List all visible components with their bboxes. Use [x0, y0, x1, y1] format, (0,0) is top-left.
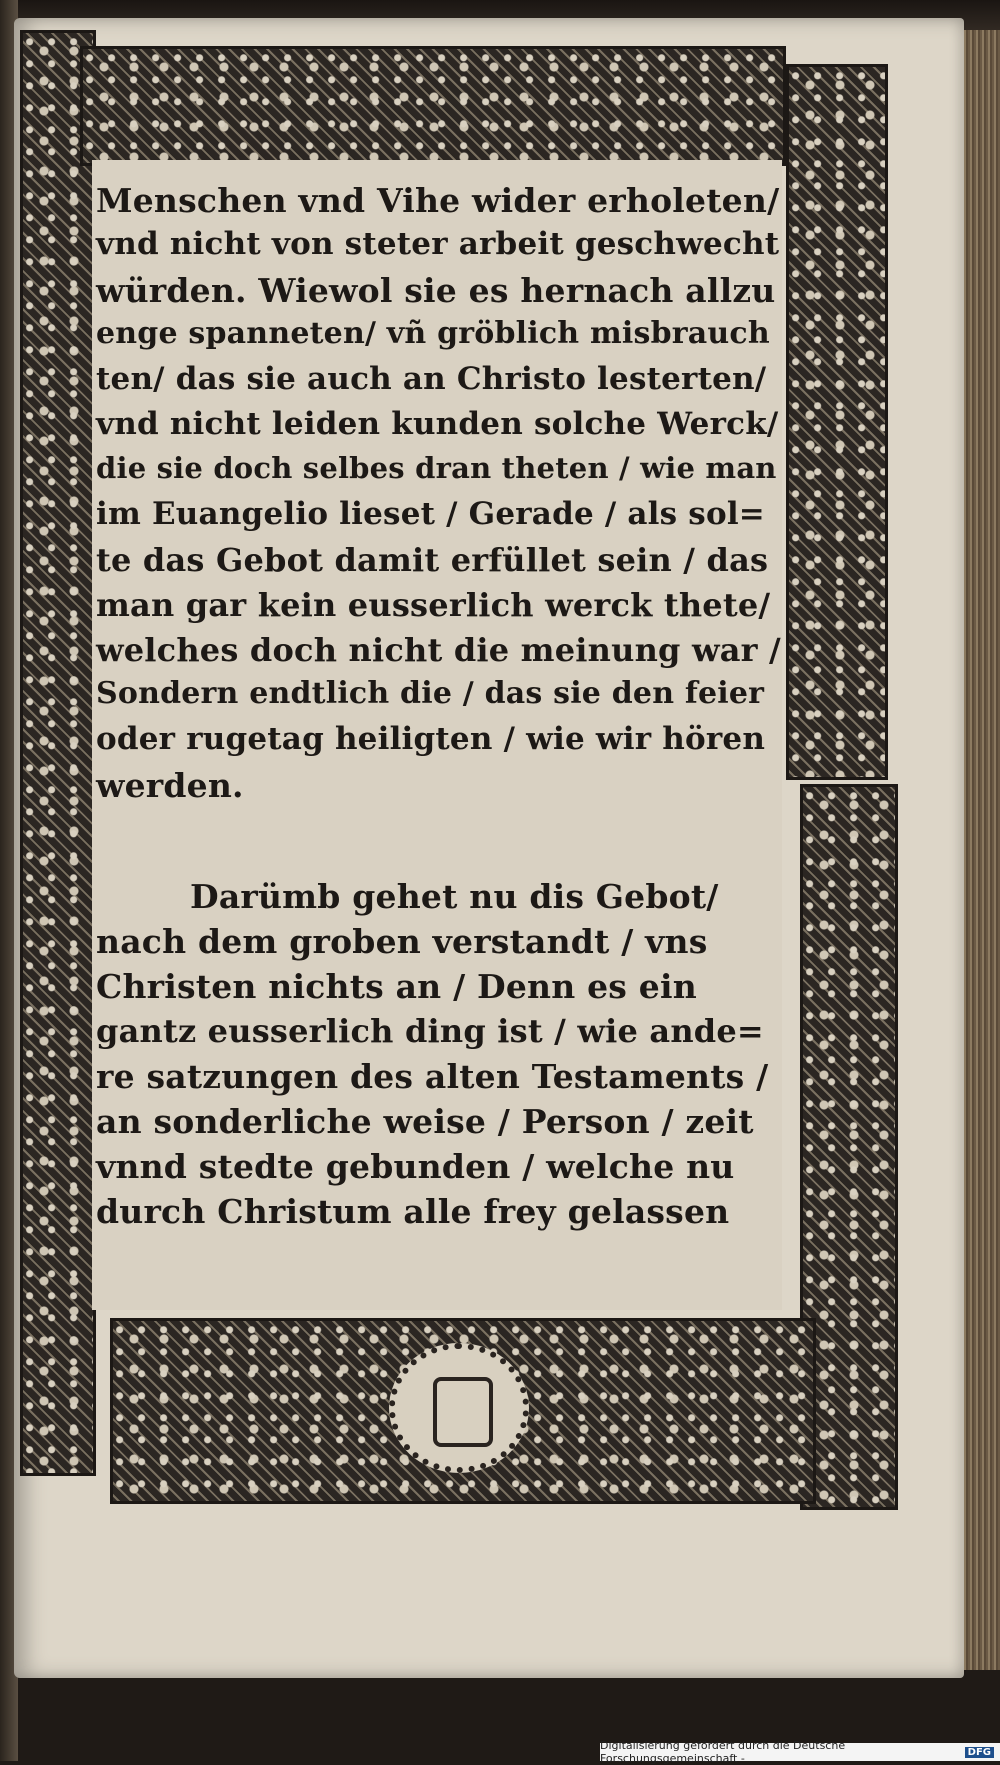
text-line: Christen nichts an / Denn es ein: [96, 967, 697, 1006]
woodcut-border-bottom: [110, 1318, 816, 1504]
woodcut-border-right-upper: [786, 64, 888, 780]
text-line: werden.: [96, 766, 244, 805]
text-line: re satzungen des alten Testaments /: [96, 1057, 769, 1096]
dfg-logo-badge: DFG: [965, 1747, 994, 1758]
text-line: nach dem groben verstandt / vns: [96, 922, 708, 961]
text-line: Sondern endtlich die / das sie den feier: [96, 676, 765, 711]
digitization-footer: [600, 1739, 1000, 1765]
text-line: Darümb gehet nu dis Gebot/: [190, 877, 719, 916]
text-line: durch Christum alle frey gelassen: [96, 1192, 730, 1231]
text-line: Menschen vnd Vihe wider erholeten/: [96, 181, 780, 220]
text-line: enge spanneten/ vñ gröblich misbrauch: [96, 316, 770, 351]
woodcut-border-top: [80, 46, 786, 166]
text-line: te das Gebot damit erfüllet sein / das: [96, 541, 769, 579]
text-line: welches doch nicht die meinung war /: [96, 631, 781, 669]
text-line: gantz eusserlich ding ist / wie ande=: [96, 1012, 764, 1050]
footer-text: Digitalisierung gefördert durch die Deutsche Forschungsgemeinschaft -: [600, 1739, 846, 1765]
text-line: ten/ das sie auch an Christo lesterten/: [96, 361, 767, 397]
text-line: die sie doch selbes dran theten / wie man: [96, 451, 777, 485]
text-line: vnnd stedte gebunden / welche nu: [96, 1147, 735, 1186]
text-line: im Euangelio lieset / Gerade / als sol=: [96, 496, 765, 532]
printer-mark-medallion: [389, 1343, 529, 1473]
book-page-edges: [962, 30, 1000, 1670]
text-line: an sonderliche weise / Person / zeit: [96, 1102, 754, 1141]
text-line: man gar kein eusserlich werck thete/: [96, 586, 771, 624]
text-line: vnd nicht leiden kunden solche Werck/: [96, 406, 779, 442]
woodcut-border-left: [20, 30, 96, 1476]
text-line: vnd nicht von steter arbeit geschwecht: [96, 226, 780, 262]
text-line: würden. Wiewol sie es hernach allzu: [96, 271, 776, 310]
text-line: oder rugetag heiligten / wie wir hören: [96, 721, 766, 757]
